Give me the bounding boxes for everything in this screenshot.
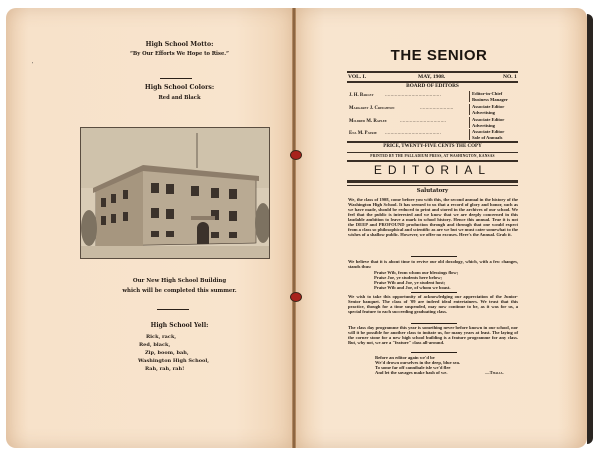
section-rule [347, 160, 518, 162]
editor-name: Margaret J. Creighton [349, 106, 395, 111]
spine [292, 8, 296, 448]
editor-role-line: Editor-in-Chief [472, 91, 503, 96]
doxology-line: Praise Joe, ye students here below; [374, 275, 443, 280]
article-heading: Salutatory [416, 188, 449, 194]
yell-line: Red, black, [139, 342, 171, 348]
colors-text: Red and Black [158, 95, 201, 101]
binding-stitch-top [290, 150, 302, 160]
leader-dots: ........................ [420, 106, 454, 111]
paragraph: We wish to take this opportunity of acknowledging our appreciation of the Junior-Senior banquet. The class of '09 are indeed ideal entertainers. We trust that this practice, though for a time suspended, may now continue to be, as it was for us, a special feature to each succeeding graduating class. [348, 294, 518, 315]
editor-role-line: Associate Editor [472, 117, 505, 122]
leader-dots: ........................................ [385, 93, 441, 98]
section-rule [347, 180, 518, 183]
motto-text: “By Our Efforts We Hope to Rise.” [129, 51, 230, 57]
issue-date: MAY, 1908. [418, 74, 446, 80]
photo-caption-line1: Our New High School Building [132, 278, 227, 284]
board-heading: BOARD OF EDITORS [406, 83, 459, 89]
school-building-photo [80, 127, 270, 259]
colors-heading: High School Colors: [144, 84, 215, 91]
divider [157, 309, 189, 310]
editor-role-line: Advertising [472, 122, 495, 128]
editor-role-line: Associate Editor [472, 104, 505, 109]
printer-line: PRINTED BY THE PALLADIUM PRESS, AT WASHINGTON, KANSAS [370, 154, 495, 158]
doxology-line: Praise Wib and Joe, of whom we boast. [374, 285, 451, 290]
closing-verse-line: Before an editor again we'd be [375, 355, 435, 360]
yell-line: Washington High School, [138, 358, 210, 364]
divider [411, 352, 457, 353]
editor-role [469, 91, 508, 102]
divider [411, 323, 457, 324]
editor-role [469, 117, 504, 128]
section-title: EDITORIAL [373, 163, 492, 177]
closing-verse-line: We'd drown ourselves in the deep, blue sea. [375, 360, 461, 365]
photo-caption-line2: which will be completed this summer. [122, 288, 237, 294]
leader-dots: ........................................ [385, 131, 441, 136]
page-edge [587, 14, 593, 444]
signature: —Thalia. [485, 370, 504, 375]
divider [411, 292, 457, 293]
divider [160, 78, 192, 79]
doxology-line: Praise Wib, from whom our blessings flow; [374, 270, 459, 275]
editor-role-line: Associate Editor [472, 129, 505, 134]
editor-name: Mildred M. Raplee [349, 119, 387, 124]
section-rule [347, 141, 518, 143]
doxology-line: Praise Wib and Joe, ye student host; [374, 280, 446, 285]
yell-line: Rah, rah, rah! [145, 366, 185, 372]
closing-verse-line: To some far off cannibale isle we'd flee [375, 365, 451, 370]
price-line: PRICE, TWENTY-FIVE CENTS THE COPY [383, 144, 482, 149]
issue-number: NO. 1 [503, 74, 517, 80]
paragraph: The class day programme this year is something never before known in our school, nor will it be possible for another class to imitate us, for many years at least. The laying of the corner stone for a new high school building is a feature programme for any class. But, why not, we are a "feature" class all-around. [348, 325, 518, 346]
paragraph: We believe that it is about time to revive our old doxology, which, with a few changes, stands thus: [348, 259, 518, 270]
yell-line: Zip, boom, bah, [145, 350, 189, 356]
editor-name: Ena M. Patrie [349, 131, 377, 136]
yell-line: Rick, rack, [146, 334, 177, 340]
editor-role [469, 104, 504, 115]
section-rule [347, 185, 518, 186]
divider [411, 256, 457, 257]
motto-heading: High School Motto: [145, 41, 214, 48]
section-rule [347, 152, 518, 153]
editor-name: J. H. Barley [349, 93, 374, 98]
editor-role-line: Business Manager [472, 96, 508, 102]
closing-verse-line: And let the savages make hash of we. [375, 370, 448, 375]
editor-role-line: Sale of Annuals [472, 134, 503, 140]
editor-role-line: Advertising [472, 109, 495, 115]
masthead-rule [347, 71, 518, 73]
volume: VOL. I. [348, 74, 367, 80]
yell-heading: High School Yell: [150, 322, 209, 329]
page-mark: ' [32, 62, 34, 68]
leader-dots: ................................. [400, 119, 447, 124]
editor-role [469, 129, 504, 140]
newspaper-title: THE SENIOR [390, 47, 488, 64]
paragraph: We, the class of 1908, come before you with this, the second annual in the history of the Washington High School. It has seemed to us that a record of glory and honor, such as we have made, should be reduced to print and stored in the archives of our school. We feel that the public is interested and we know that we are deeply concerned in this laudable ambition to leave a mark in school history. Hence this annual. True it is not the DEEP and PROFOUND production through and through that one would expect from a class so philosophical and scientific as are we but we must cater somewhat to the wishes of a shallow public. However, we offer no excuses. Here's the Annual. Grab it. [348, 197, 518, 238]
